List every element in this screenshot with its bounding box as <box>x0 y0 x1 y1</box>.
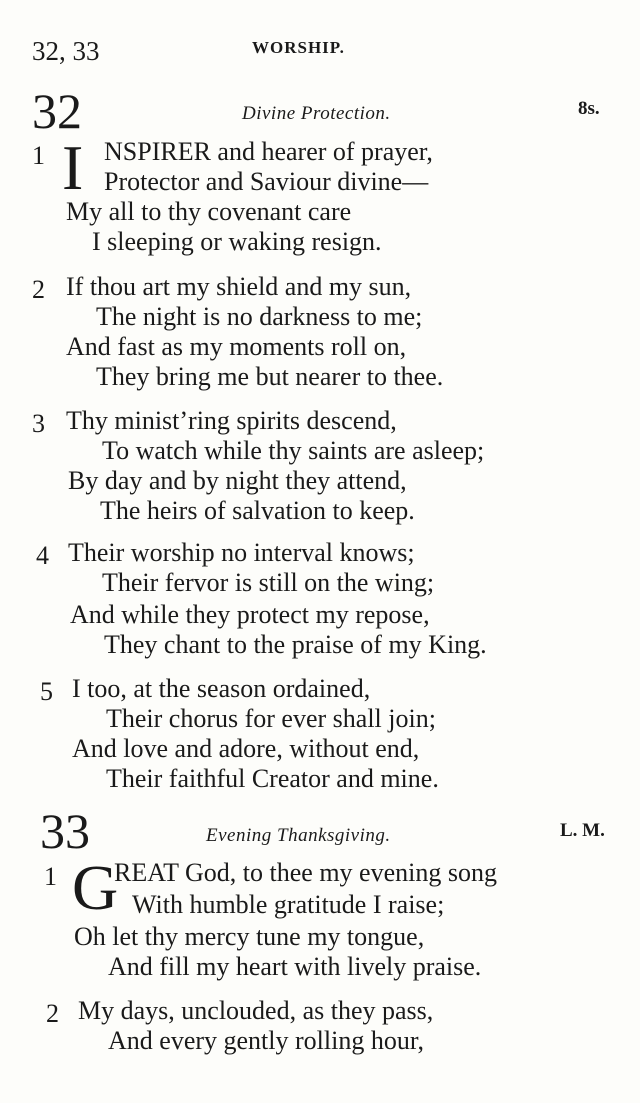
running-head: WORSHIP. <box>252 38 345 57</box>
verse-line: Their faithful Creator and mine. <box>106 764 439 793</box>
verse-line: And while they protect my repose, <box>70 600 430 629</box>
verse-number: 2 <box>46 999 59 1028</box>
verse-number: 4 <box>36 541 49 570</box>
drop-cap: G <box>72 852 119 923</box>
verse-line: I too, at the season ordained, <box>72 674 371 703</box>
verse-line: The night is no darkness to me; <box>96 302 423 331</box>
verse-line: And fill my heart with lively praise. <box>108 952 482 981</box>
verse-line: Their chorus for ever shall join; <box>106 704 436 733</box>
verse-number: 1 <box>32 141 45 170</box>
verse-line: They chant to the praise of my King. <box>104 630 487 659</box>
verse-line: My days, unclouded, as they pass, <box>78 996 434 1025</box>
verse-line: If thou art my shield and my sun, <box>66 272 412 301</box>
hymn-meter: 8s. <box>578 98 600 119</box>
verse-line: To watch while thy saints are asleep; <box>102 436 485 465</box>
verse-number: 1 <box>44 862 57 891</box>
verse-line: And fast as my moments roll on, <box>66 332 407 361</box>
verse-number: 3 <box>32 409 45 438</box>
verse-line: They bring me but nearer to thee. <box>96 362 444 391</box>
verse-line: Thy minist’ring spirits descend, <box>66 406 397 435</box>
verse-number: 2 <box>32 275 45 304</box>
verse-line: I sleeping or waking resign. <box>92 227 382 256</box>
hymn-number: 33 <box>40 803 90 859</box>
verse-line: My all to thy covenant care <box>66 197 352 226</box>
hymn-title: Evening Thanksgiving. <box>206 825 391 846</box>
drop-cap: I <box>62 132 84 203</box>
verse-line: Their fervor is still on the wing; <box>102 568 435 597</box>
hymn-meter: L. M. <box>560 820 605 841</box>
hymn-number: 32 <box>32 83 82 139</box>
verse-line: Oh let thy mercy tune my tongue, <box>74 922 425 951</box>
verse-line: And love and adore, without end, <box>72 734 420 763</box>
verse-number: 5 <box>40 677 53 706</box>
verse-line: By day and by night they attend, <box>68 466 407 495</box>
page-numbers: 32, 33 <box>32 36 100 66</box>
verse-line: With humble gratitude I raise; <box>132 890 445 919</box>
verse-line: Protector and Saviour divine— <box>104 167 429 196</box>
verse-line: REAT God, to thee my evening song <box>114 858 497 887</box>
verse-line: The heirs of salvation to keep. <box>100 496 415 525</box>
hymn-title: Divine Protection. <box>242 103 391 124</box>
verse-line: And every gently rolling hour, <box>108 1026 424 1055</box>
verse-line: Their worship no interval knows; <box>68 538 415 567</box>
verse-line: NSPIRER and hearer of prayer, <box>104 137 433 166</box>
